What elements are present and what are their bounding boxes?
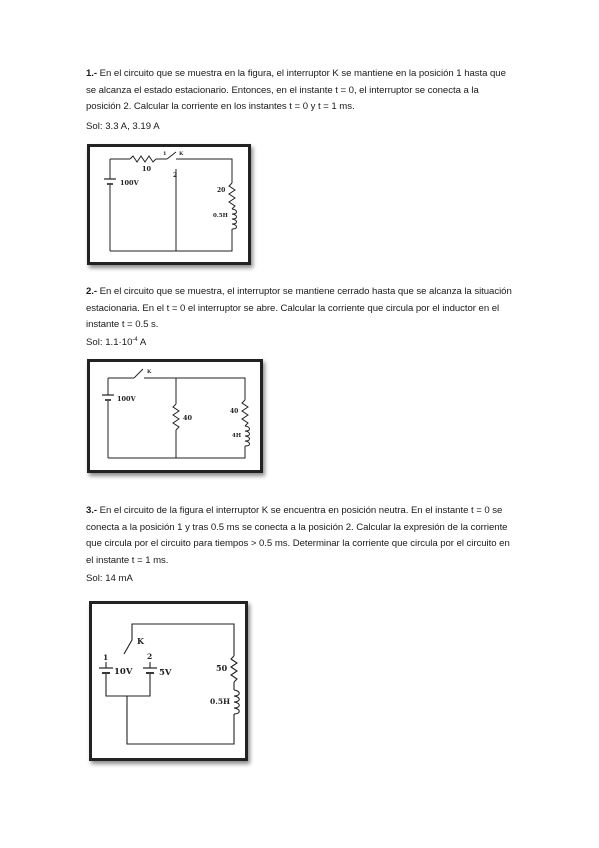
problem-1-body: En el circuito que se muestra en la figura, el interruptor K se mantiene en la posición 1 hasta que se alcanza el estado estacionario. Entonces, en el instante t = 0, el interruptor se conecta a la posición 2. Calcular la corriente en los instantes t = 0 y t = 1 ms. [86,68,506,112]
fig3-resistor-label: 50 [216,663,228,673]
problem-3-body: En el circuito de la figura el interruptor K se encuentra en posición neutra. En el instante t = 0 se conecta a la posición 1 y tras 0.5 ms se conecta a la posición 2. Calcular la expresión de la corriente que circula por el circuito para tiempos > 0.5 ms. Determinar la corriente que circula por el circuito en el instante t = 1 ms. [86,505,510,566]
problem-1-solution: Sol: 3.3 A, 3.19 A [86,121,160,132]
fig3-inductor-label: 0.5H [210,697,231,706]
problem-3-number: 3.- [86,505,98,516]
problem-2-text [86,284,516,334]
fig3-source1-label: 10V [114,667,133,677]
circuit-figure-1 [87,144,251,265]
fig3-source2-label: 5V [159,668,172,678]
fig1-source-label: 100V [120,179,139,187]
fig1-pos1-label: 1 [163,151,167,157]
fig1-pos2-label: 2 [173,172,178,179]
problem-2-solution-exponent: -4 [132,336,138,343]
fig1-r10-label: 10 [142,165,152,173]
problem-1-text [86,66,516,116]
fig2-switch-label: K [147,369,152,375]
problem-1-number: 1.- [86,68,98,79]
fig3-pos1-label: 1 [103,653,109,662]
problem-2-body: En el circuito que se muestra, el interruptor se mantiene cerrado hasta que se alcanza la situación estacionaria. En el t = 0 el interruptor se abre. Calcular la corriente que circula por el inductor en el instante t = 0.5 s. [86,286,512,330]
fig3-pos2-label: 2 [147,652,153,661]
problem-3-solution: Sol: 14 mA [86,573,133,584]
fig1-r20-label: 20 [217,187,226,194]
problem-2-number: 2.- [86,286,98,297]
problem-2-solution-prefix: Sol: 1.1·10 [86,337,133,348]
circuit-figure-3 [89,601,248,761]
fig2-inductor-label: 4H [232,433,242,439]
problem-3-text [86,503,516,569]
fig1-switch-label: K [179,151,184,157]
fig2-r-mid-label: 40 [183,414,193,422]
fig1-inductor-label: 0.5H [213,213,228,219]
circuit-figure-2 [87,359,263,473]
problem-2-solution-suffix: A [137,337,147,348]
fig3-switch-label: K [137,636,144,646]
problem-2-solution [86,337,146,348]
fig2-r-right-label: 40 [230,408,239,415]
fig2-source-label: 100V [117,395,136,403]
